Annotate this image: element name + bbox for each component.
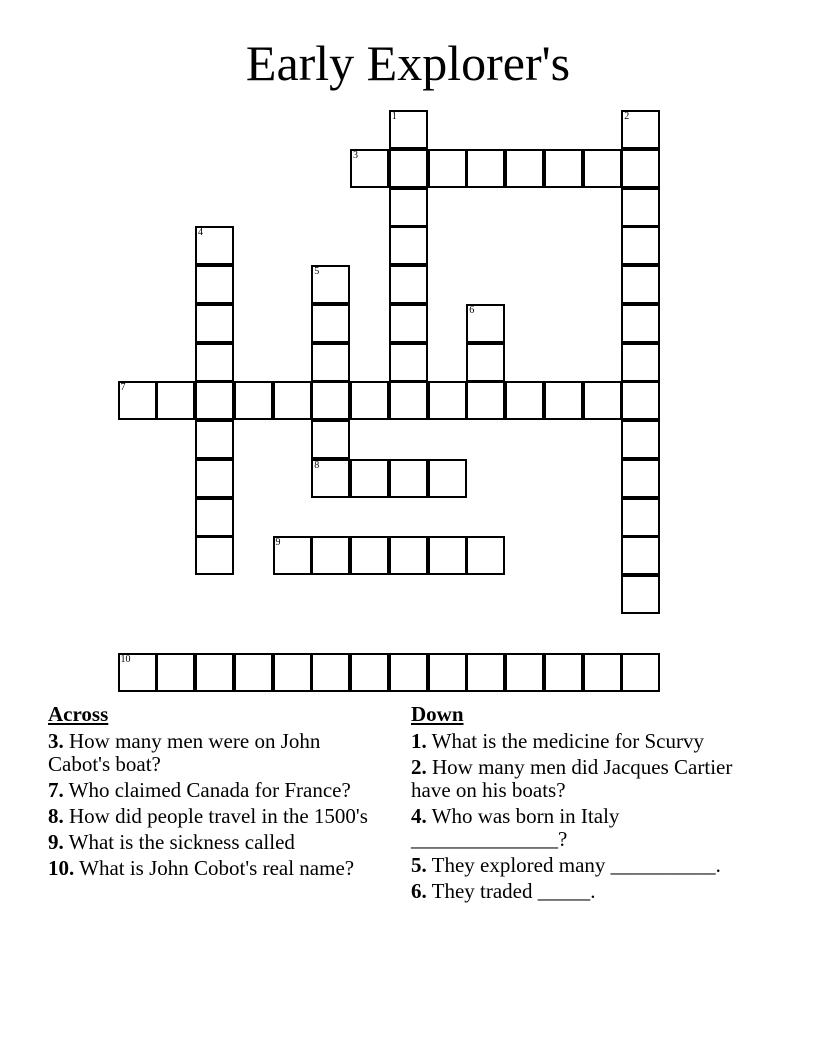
across-heading: Across [48, 702, 109, 726]
grid-cell[interactable] [621, 149, 660, 188]
grid-cell[interactable] [621, 420, 660, 459]
grid-cell[interactable] [466, 536, 505, 575]
clue-text: What is John Cobot's real name? [79, 856, 355, 880]
down-clue-4 [411, 805, 741, 851]
grid-cell[interactable] [156, 381, 195, 420]
grid-cell[interactable] [311, 304, 350, 343]
grid-cell[interactable] [583, 149, 622, 188]
grid-cell[interactable] [195, 653, 234, 692]
grid-cell[interactable] [428, 459, 467, 498]
grid-cell[interactable] [621, 653, 660, 692]
grid-cell[interactable] [311, 381, 350, 420]
clue-text: What is the medicine for Scurvy [431, 729, 704, 753]
grid-cell[interactable] [544, 149, 583, 188]
cell-number: 3 [353, 149, 358, 161]
grid-cell[interactable] [195, 459, 234, 498]
page-title: Early Explorer's [245, 35, 571, 91]
cell-number: 1 [391, 111, 397, 122]
grid-cell[interactable] [544, 381, 583, 420]
grid-cell[interactable] [389, 653, 428, 692]
clue-text: They explored many __________. [431, 853, 721, 877]
clue-text: How did people travel in the 1500's [69, 804, 368, 828]
grid-cell[interactable] [621, 110, 660, 149]
grid-cell[interactable] [350, 536, 389, 575]
grid-cell[interactable] [621, 575, 660, 614]
clue-text: They traded _____. [431, 879, 596, 903]
clue-number: 5. [411, 853, 427, 877]
grid-cell[interactable] [389, 149, 428, 188]
grid-cell[interactable] [350, 459, 389, 498]
grid-cell[interactable] [505, 149, 544, 188]
grid-cell[interactable] [621, 343, 660, 382]
down-heading: Down [411, 702, 464, 726]
across-clue-8 [48, 805, 378, 828]
grid-cell[interactable] [311, 420, 350, 459]
grid-cell[interactable] [350, 653, 389, 692]
across-clue-3 [48, 730, 378, 776]
grid-cell[interactable] [621, 381, 660, 420]
grid-cell[interactable] [156, 653, 195, 692]
grid-cell[interactable] [466, 653, 505, 692]
across-clue-9 [48, 831, 378, 854]
clue-number: 1. [411, 729, 427, 753]
grid-cell[interactable] [311, 459, 350, 498]
grid-cell[interactable] [234, 653, 273, 692]
grid-cell[interactable] [583, 381, 622, 420]
clue-number: 2. [411, 755, 427, 779]
grid-cell[interactable] [389, 188, 428, 227]
clue-number: 8. [48, 804, 64, 828]
grid-cell[interactable] [350, 149, 389, 188]
grid-cell[interactable] [389, 536, 428, 575]
cell-number: 9 [275, 537, 281, 549]
grid-cell[interactable] [466, 304, 505, 343]
grid-cell[interactable] [234, 381, 273, 420]
grid-cell[interactable] [544, 653, 583, 692]
across-clue-10 [48, 857, 378, 880]
clue-text: Who was born in Italy ______________? [411, 804, 620, 851]
grid-cell[interactable] [583, 653, 622, 692]
grid-cell[interactable] [273, 536, 312, 575]
down-clue-6 [411, 880, 741, 903]
grid-cell[interactable] [195, 381, 234, 420]
grid-cell[interactable] [466, 149, 505, 188]
clue-number: 3. [48, 729, 64, 753]
grid-cell[interactable] [195, 226, 234, 265]
down-clue-2 [411, 756, 741, 802]
across-clue-7 [48, 779, 378, 802]
grid-cell[interactable] [311, 265, 350, 304]
clue-text: Who claimed Canada for France? [68, 778, 351, 802]
clue-number: 4. [411, 804, 427, 828]
cell-number: 6 [469, 304, 475, 316]
grid-cell[interactable] [466, 343, 505, 382]
grid-cell[interactable] [195, 498, 234, 537]
cell-number: 4 [198, 227, 203, 239]
cell-number: 8 [314, 459, 320, 471]
cell-number: 10 [120, 653, 131, 665]
grid-cell[interactable] [195, 420, 234, 459]
grid-cell[interactable] [428, 653, 467, 692]
grid-cell[interactable] [311, 536, 350, 575]
grid-cell[interactable] [118, 381, 157, 420]
cell-number: 2 [624, 111, 630, 122]
grid-cell[interactable] [428, 381, 467, 420]
grid-cell[interactable] [621, 536, 660, 575]
grid-cell[interactable] [273, 653, 312, 692]
grid-cell[interactable] [621, 459, 660, 498]
grid-cell[interactable] [389, 110, 428, 149]
clue-number: 7. [48, 778, 64, 802]
grid-cell[interactable] [195, 304, 234, 343]
grid-cell[interactable] [195, 265, 234, 304]
grid-cell[interactable] [311, 653, 350, 692]
grid-cell[interactable] [621, 226, 660, 265]
clue-number: 9. [48, 830, 64, 854]
grid-cell[interactable] [621, 265, 660, 304]
grid-cell[interactable] [273, 381, 312, 420]
grid-cell[interactable] [621, 304, 660, 343]
grid-cell[interactable] [389, 459, 428, 498]
grid-cell[interactable] [428, 536, 467, 575]
down-clue-1 [411, 730, 741, 753]
cell-number: 7 [120, 382, 126, 394]
grid-cell[interactable] [428, 149, 467, 188]
grid-cell[interactable] [389, 343, 428, 382]
grid-cell[interactable] [389, 304, 428, 343]
cell-number: 5 [314, 266, 320, 277]
grid-cell[interactable] [389, 226, 428, 265]
grid-cell[interactable] [389, 381, 428, 420]
grid-cell[interactable] [195, 536, 234, 575]
grid-cell[interactable] [389, 265, 428, 304]
across-clues [48, 703, 378, 883]
grid-cell[interactable] [118, 653, 157, 692]
clue-number: 6. [411, 879, 427, 903]
grid-cell[interactable] [195, 343, 234, 382]
grid-cell[interactable] [311, 343, 350, 382]
clue-number: 10. [48, 856, 75, 880]
grid-cell[interactable] [621, 498, 660, 537]
grid-cell[interactable] [505, 653, 544, 692]
grid-cell[interactable] [350, 381, 389, 420]
grid-cell[interactable] [505, 381, 544, 420]
down-clues [411, 703, 741, 906]
clue-text: How many men were on John Cabot's boat? [48, 729, 321, 776]
down-clue-5 [411, 854, 741, 877]
grid-cell[interactable] [621, 188, 660, 227]
clue-text: How many men did Jacques Cartier have on his boats? [411, 755, 733, 802]
clue-text: What is the sickness called [68, 830, 295, 854]
grid-cell[interactable] [466, 381, 505, 420]
